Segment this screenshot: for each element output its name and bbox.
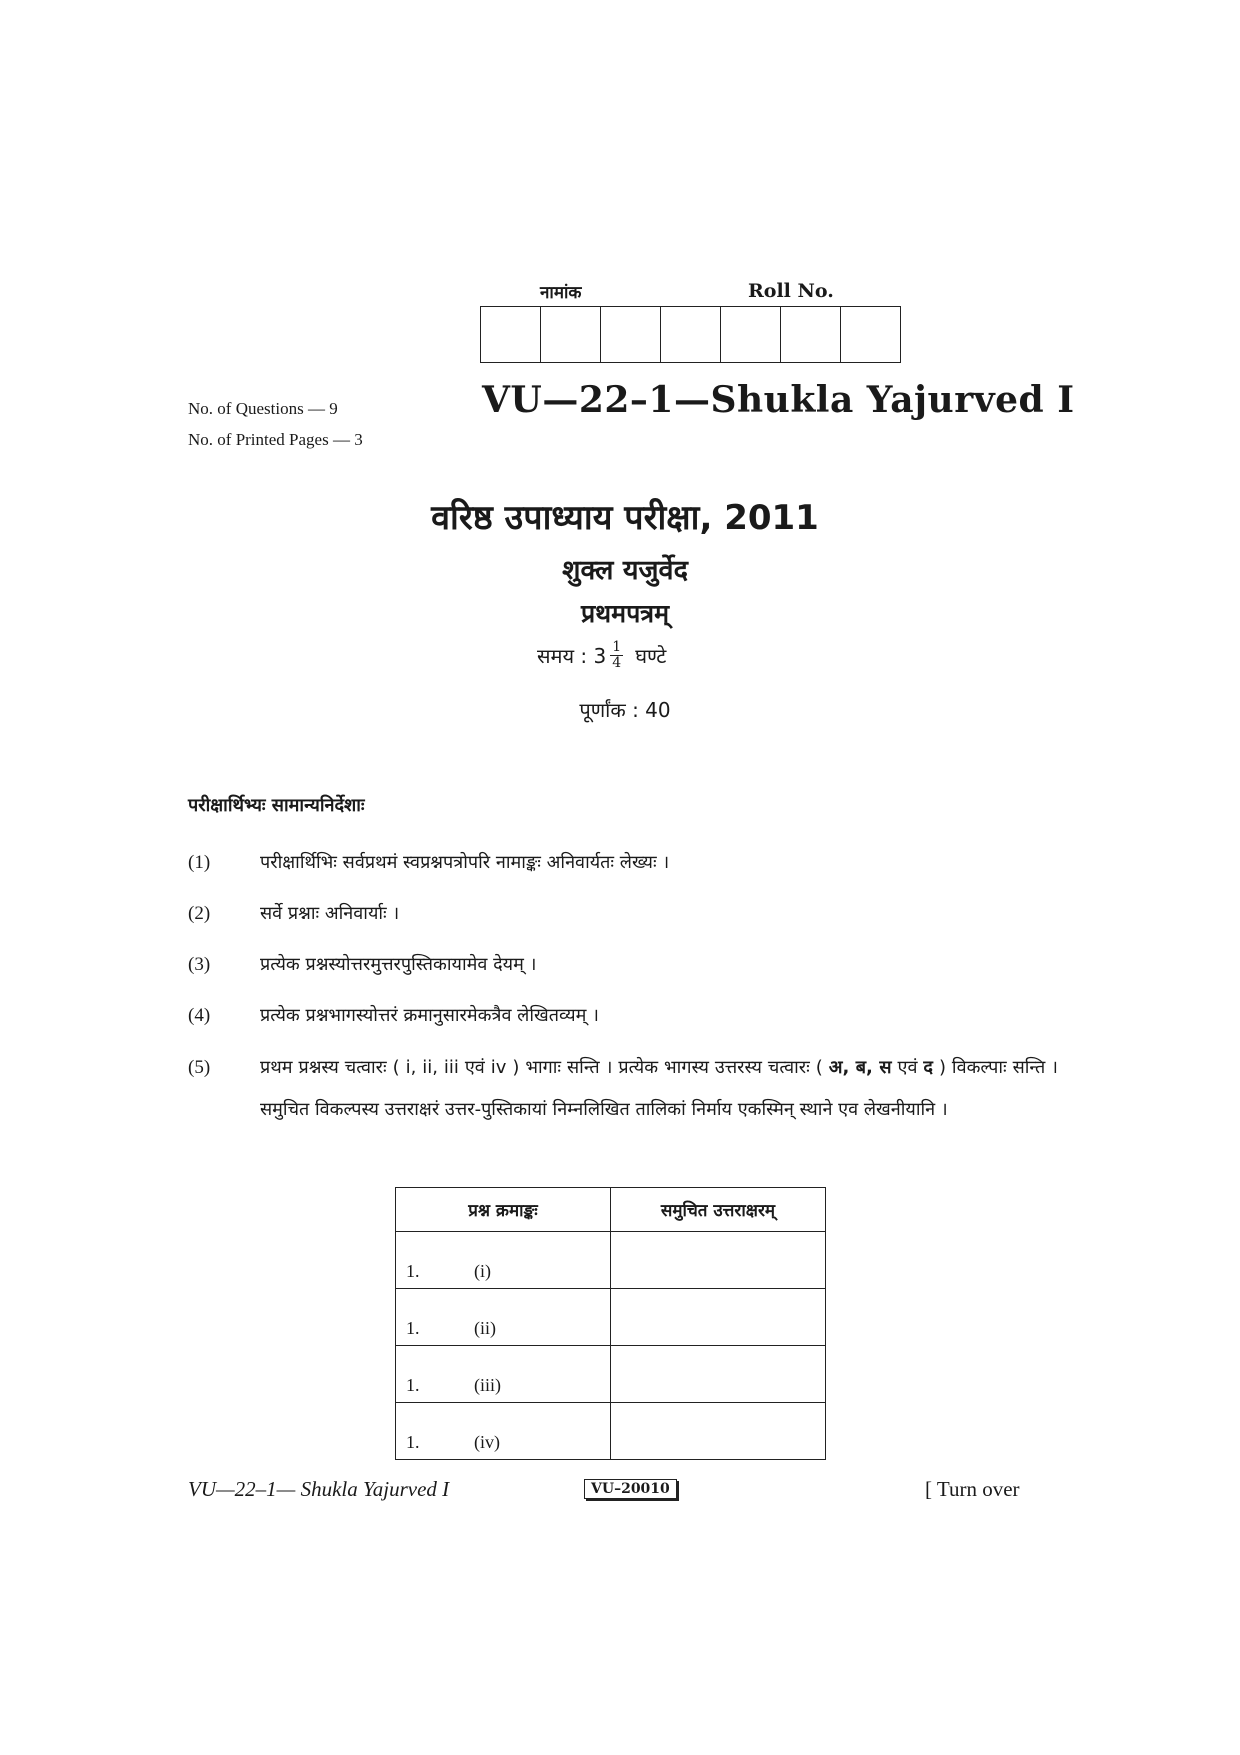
instruction-item bbox=[188, 893, 1058, 935]
exam-title: वरिष्ठ उपाध्याय परीक्षा, 2011 bbox=[431, 498, 819, 538]
footer-paper-code: VU—22–1— Shukla Yajurved I bbox=[188, 1477, 450, 1501]
instructions-heading: परीक्षार्थिभ्यः सामान्यनिर्देशाः bbox=[188, 795, 365, 816]
question-number: 1. bbox=[406, 1261, 420, 1281]
roll-label-hindi: नामांक bbox=[540, 283, 582, 303]
instruction-number: (1) bbox=[188, 852, 211, 873]
question-cell bbox=[396, 1232, 611, 1289]
time-allowed bbox=[537, 640, 666, 671]
table-row bbox=[396, 1232, 826, 1289]
question-count: No. of Questions — 9 bbox=[188, 399, 338, 418]
subject-title: शुक्ल यजुर्वेद bbox=[562, 555, 688, 586]
footer-booklet-code: VU–20010 bbox=[584, 1479, 677, 1499]
question-cell bbox=[396, 1403, 611, 1460]
instruction-text: परीक्षार्थिभिः सर्वप्रथमं स्वप्रश्नपत्रोपरि नामाङ्कः अनिवार्यतः लेख्यः । bbox=[260, 852, 670, 873]
question-part: (i) bbox=[474, 1261, 491, 1281]
roll-box[interactable] bbox=[481, 306, 541, 363]
time-unit: घण्टे bbox=[635, 644, 667, 668]
instruction-item bbox=[188, 1047, 1058, 1131]
answer-table bbox=[395, 1187, 826, 1460]
full-marks: पूर्णांक : 40 bbox=[579, 698, 671, 722]
question-part: (iv) bbox=[474, 1432, 500, 1452]
question-number: 1. bbox=[406, 1375, 420, 1395]
roll-box[interactable] bbox=[661, 306, 721, 363]
instruction-item bbox=[188, 842, 1058, 884]
fraction-denominator: 4 bbox=[612, 655, 622, 671]
table-row bbox=[396, 1289, 826, 1346]
fraction-numerator: 1 bbox=[612, 639, 622, 655]
option-letters: अ, ब, स bbox=[828, 1057, 892, 1078]
instruction-text bbox=[260, 1047, 1058, 1131]
roll-box[interactable] bbox=[721, 306, 781, 363]
instruction-text: सर्वे प्रश्नाः अनिवार्याः । bbox=[260, 903, 400, 924]
paper-title: प्रथमपत्रम् bbox=[580, 599, 670, 628]
answer-cell[interactable] bbox=[611, 1403, 826, 1460]
question-part: (iii) bbox=[474, 1375, 501, 1395]
instruction-number: (4) bbox=[188, 1005, 211, 1026]
question-cell bbox=[396, 1289, 611, 1346]
question-number: 1. bbox=[406, 1318, 420, 1338]
answer-cell[interactable] bbox=[611, 1289, 826, 1346]
instruction-number: (5) bbox=[188, 1057, 211, 1078]
instruction-number: (3) bbox=[188, 954, 211, 975]
question-cell bbox=[396, 1346, 611, 1403]
column-header: समुचित उत्तराक्षरम् bbox=[611, 1188, 826, 1232]
time-fraction bbox=[610, 640, 623, 671]
instruction-text-part: प्रथम प्रश्नस्य चत्वारः ( i, ii, iii एवं iv ) भागाः सन्ति । प्रत्येक भागस्य उत्तरस्य चत्वारः ( bbox=[260, 1057, 823, 1078]
table-header-row bbox=[396, 1188, 826, 1232]
instruction-item bbox=[188, 944, 1058, 986]
table-row bbox=[396, 1403, 826, 1460]
option-letter-last: द bbox=[923, 1057, 933, 1078]
answer-cell[interactable] bbox=[611, 1232, 826, 1289]
instruction-text: प्रत्येक प्रश्नस्योत्तरमुत्तरपुस्तिकायामेव देयम् । bbox=[260, 954, 537, 975]
paper-code-heading: VU—22–1—Shukla Yajurved I bbox=[482, 379, 1075, 421]
roll-number-boxes bbox=[480, 306, 901, 363]
instruction-item bbox=[188, 995, 1058, 1037]
instruction-text: प्रत्येक प्रश्नभागस्योत्तरं क्रमानुसारमेकत्रैव लेखितव्यम् । bbox=[260, 1005, 599, 1026]
turn-over-note: [ Turn over bbox=[925, 1477, 1020, 1501]
roll-box[interactable] bbox=[841, 306, 901, 363]
answer-cell[interactable] bbox=[611, 1346, 826, 1403]
column-header: प्रश्न क्रमाङ्कः bbox=[396, 1188, 611, 1232]
instruction-text-part: ) विकल्पाः सन्ति । समुचित विकल्पस्य उत्तराक्षरं उत्तर-पुस्तिकायां निम्नलिखित तालिकां निर्माय एकस्मिन् स्थाने एव लेखनीयानि । bbox=[260, 1057, 1058, 1120]
instruction-text-part: एवं bbox=[897, 1057, 918, 1078]
printed-pages-count: No. of Printed Pages — 3 bbox=[188, 430, 363, 449]
instruction-number: (2) bbox=[188, 903, 211, 924]
question-part: (ii) bbox=[474, 1318, 496, 1338]
roll-label-english: Roll No. bbox=[748, 280, 834, 302]
roll-box[interactable] bbox=[781, 306, 841, 363]
roll-box[interactable] bbox=[541, 306, 601, 363]
time-label: समय : 3 bbox=[537, 644, 607, 668]
question-number: 1. bbox=[406, 1432, 420, 1452]
roll-box[interactable] bbox=[601, 306, 661, 363]
table-row bbox=[396, 1346, 826, 1403]
